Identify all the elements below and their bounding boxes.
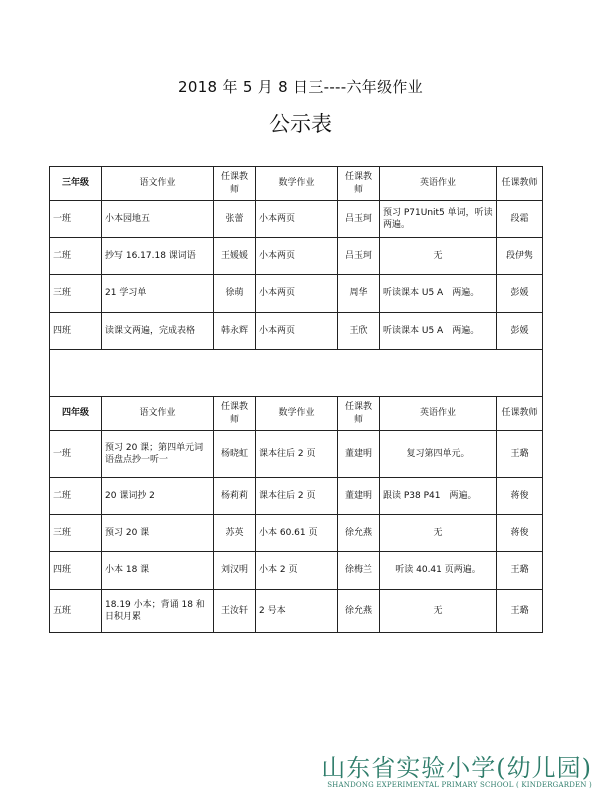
chinese-homework: 抄写 16.17.18 课词语 [102,238,214,275]
col-chinese-header: 语文作业 [102,167,214,201]
table-row [50,515,543,552]
english-homework: 听读课本 U5 A 两遍。 [380,313,497,350]
english-homework: 复习第四单元。 [380,431,497,478]
col-teacher-header: 任课教师 [338,397,380,431]
chinese-homework: 小本园地五 [102,201,214,238]
teacher-name: 吕玉珂 [338,201,380,238]
col-english-header: 英语作业 [380,397,497,431]
english-homework: 跟读 P38 P41 两遍。 [380,478,497,515]
english-homework: 听读 40.41 页两遍。 [380,552,497,590]
teacher-name: 段伊隽 [497,238,543,275]
math-homework: 课本往后 2 页 [256,431,338,478]
chinese-homework: 小本 18 课 [102,552,214,590]
col-chinese-header: 语文作业 [102,397,214,431]
teacher-name: 董建明 [338,478,380,515]
chinese-homework: 预习 20 课 [102,515,214,552]
teacher-name: 徐萌 [214,275,256,313]
table-row [50,590,543,633]
teacher-name: 王媛媛 [214,238,256,275]
col-math-header: 数学作业 [256,397,338,431]
teacher-name: 刘汉明 [214,552,256,590]
teacher-name: 徐梅兰 [338,552,380,590]
page-title: 2018 年 5 月 8 日三----六年级作业 [178,78,423,96]
teacher-name: 蒋俊 [497,515,543,552]
section-spacer [50,350,543,397]
english-homework: 听读课本 U5 A 两遍。 [380,275,497,313]
grade4-label: 四年级 [50,397,102,431]
math-homework: 课本往后 2 页 [256,478,338,515]
page-subtitle: 公示表 [269,112,332,136]
english-homework: 预习 P71Unit5 单词，听读两遍。 [380,201,497,238]
teacher-name: 段霜 [497,201,543,238]
col-teacher-header: 任课教师 [338,167,380,201]
chinese-homework: 读课文两遍，完成表格 [102,313,214,350]
teacher-name: 周华 [338,275,380,313]
table-row [50,275,543,313]
teacher-name: 董建明 [338,431,380,478]
col-teacher-header: 任课教师 [214,167,256,201]
class-name: 一班 [50,431,102,478]
chinese-homework: 18.19 小本；背诵 18 和日积月累 [102,590,214,633]
teacher-name: 韩永辉 [214,313,256,350]
class-name: 三班 [50,275,102,313]
school-name-english: SHANDONG EXPERIMENTAL PRIMARY SCHOOL ( KINDERGARDEN ) [327,781,592,789]
teacher-name: 吕玉珂 [338,238,380,275]
col-teacher-header: 任课教师 [497,167,543,201]
teacher-name: 杨莉莉 [214,478,256,515]
class-name: 二班 [50,238,102,275]
math-homework: 小本两页 [256,238,338,275]
math-homework: 小本两页 [256,313,338,350]
math-homework: 2 号本 [256,590,338,633]
table-row [50,238,543,275]
teacher-name: 王欣 [338,313,380,350]
teacher-name: 张蕾 [214,201,256,238]
table-row [50,478,543,515]
school-name-chinese: 山东省实验小学(幼儿园) [321,754,592,782]
col-english-header: 英语作业 [380,167,497,201]
table-row [50,201,543,238]
math-homework: 小本 2 页 [256,552,338,590]
class-name: 二班 [50,478,102,515]
class-name: 四班 [50,552,102,590]
class-name: 五班 [50,590,102,633]
class-name: 一班 [50,201,102,238]
math-homework: 小本 60.61 页 [256,515,338,552]
table-row [50,313,543,350]
col-teacher-header: 任课教师 [214,397,256,431]
homework-table [49,166,543,633]
teacher-name: 苏英 [214,515,256,552]
grade4-header-row [50,397,543,431]
class-name: 三班 [50,515,102,552]
col-teacher-header: 任课教师 [497,397,543,431]
class-name: 四班 [50,313,102,350]
chinese-homework: 20 课词抄 2 [102,478,214,515]
spacer-cell [50,350,543,397]
teacher-name: 彭媛 [497,275,543,313]
grade3-label: 三年级 [50,167,102,201]
teacher-name: 王汝轩 [214,590,256,633]
table-row [50,431,543,478]
table-row [50,552,543,590]
school-logo [296,748,592,794]
english-homework: 无 [380,238,497,275]
chinese-homework: 21 学习单 [102,275,214,313]
math-homework: 小本两页 [256,275,338,313]
col-math-header: 数学作业 [256,167,338,201]
grade3-header-row [50,167,543,201]
teacher-name: 蒋俊 [497,478,543,515]
teacher-name: 王璐 [497,590,543,633]
teacher-name: 徐允燕 [338,515,380,552]
math-homework: 小本两页 [256,201,338,238]
teacher-name: 王璐 [497,431,543,478]
chinese-homework: 预习 20 课；第四单元词语盘点抄一听一 [102,431,214,478]
teacher-name: 彭媛 [497,313,543,350]
teacher-name: 杨晓虹 [214,431,256,478]
english-homework: 无 [380,590,497,633]
teacher-name: 徐允燕 [338,590,380,633]
english-homework: 无 [380,515,497,552]
teacher-name: 王璐 [497,552,543,590]
